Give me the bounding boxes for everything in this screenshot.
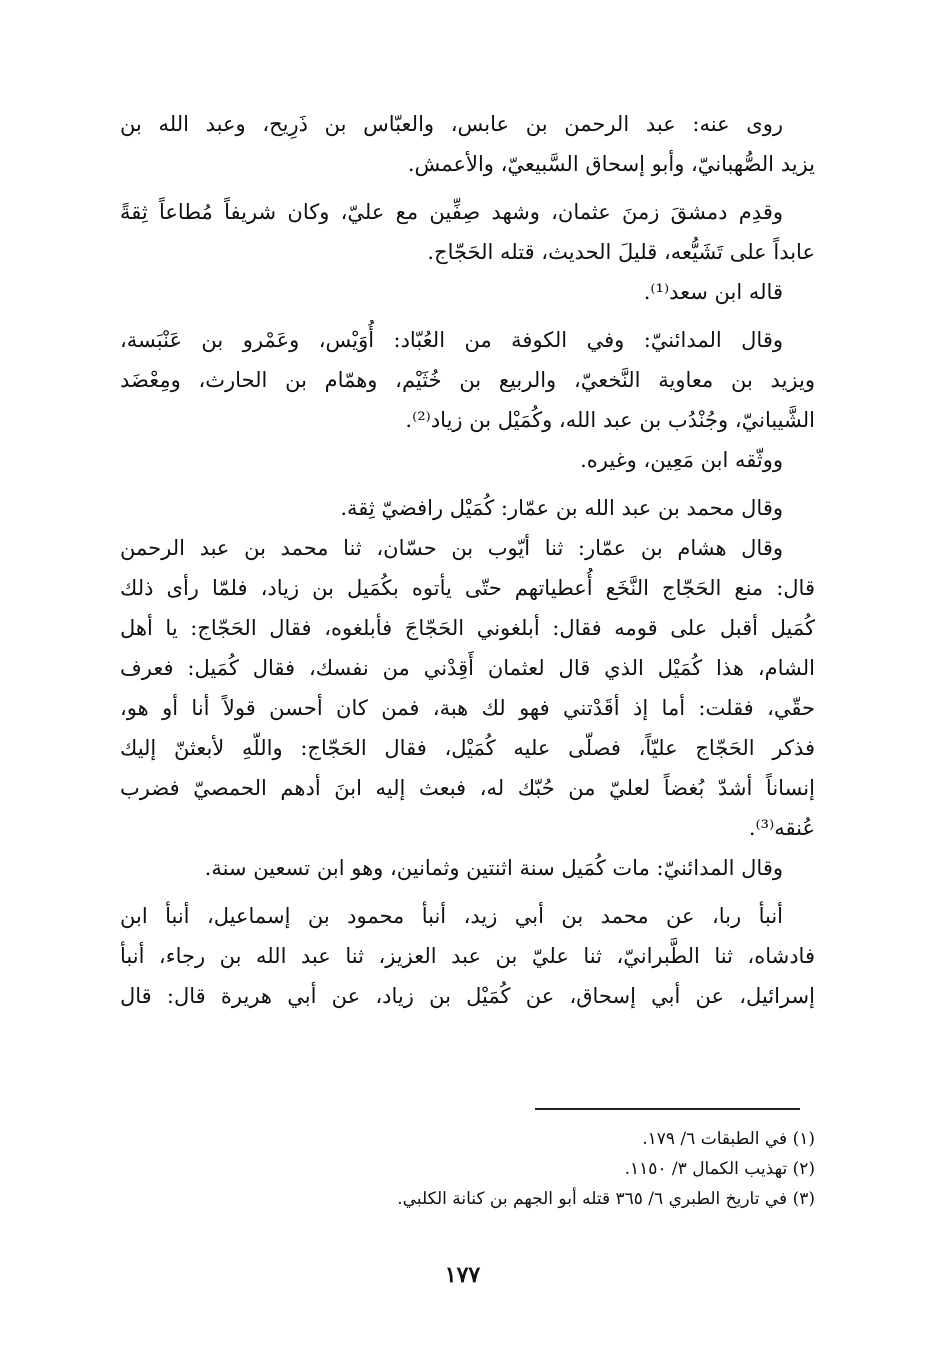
paragraph: [120, 896, 815, 1016]
text-line: قال: منع الحَجّاج النَّخَع أُعطياتهم حتّى يأتوه بكُمَيل بن زياد، فلمّا رأى ذلك: [120, 576, 815, 600]
text-line: ووثّقه ابن مَعِين، وغيره.: [580, 448, 783, 472]
text-line: قاله ابن سعد⁽¹⁾.: [643, 280, 783, 304]
text-line: وقال هشام بن عمّار: ثنا أيّوب بن حسّان، ثنا محمد بن عبد الرحمن: [120, 536, 783, 560]
paragraph: [120, 488, 815, 888]
text-line: ويزيد بن معاوية النَّخعيّ، والربيع بن خُثَيْم، وهمّام بن الحارث، ومِعْضَد: [120, 368, 815, 392]
main-text: [120, 104, 815, 1016]
paragraph-gap: [120, 312, 815, 320]
text-line: عابداً على تَشَيُّعه، قليلَ الحديث، قتله الحَجّاج.: [427, 240, 815, 264]
footnotes: [120, 1124, 815, 1214]
text-line: عُنقه⁽³⁾.: [748, 816, 815, 840]
paragraph-gap: [120, 184, 815, 192]
text-line: وقال المدائنيّ: وفي الكوفة من العُبّاد: أُوَيْس، وعَمْرو بن عَنْبَسة،: [120, 328, 783, 352]
text-line: وقدِم دمشقَ زمنَ عثمان، وشهد صِفِّين مع عليّ، وكان شريفاً مُطاعاً ثِقةً: [120, 200, 783, 224]
text-line: أنبأ ربا، عن محمد بن أبي زيد، أنبأ محمود بن إسماعيل، أنبأ ابن: [120, 904, 783, 928]
footnote: (٢) تهذيب الكمال ٣/ ١١٥٠.: [624, 1159, 815, 1179]
text-line: وقال محمد بن عبد الله بن عمّار: كُمَيْل رافضيّ ثِقة.: [340, 496, 783, 520]
text-line: يزيد الصُّهبانيّ، وأبو إسحاق السَّبيعيّ، والأعمش.: [407, 152, 815, 176]
page-number: ١٧٧: [444, 1262, 481, 1288]
text-line: إسرائيل، عن أبي إسحاق، عن كُمَيْل بن زياد، عن أبي هريرة قال: قال: [120, 984, 815, 1008]
text-line: إنساناً أشدّ بُغضاً لعليّ من حُبّك له، فبعث إليه ابنَ أدهم الحمصيّ فضرب: [120, 776, 815, 800]
paragraph: [120, 320, 815, 480]
paragraph: [120, 104, 815, 184]
footnote: (٣) في تاريخ الطبري ٦/ ٣٦٥ قتله أبو الجهم بن كنانة الكلبي.: [397, 1189, 815, 1209]
paragraph-gap: [120, 888, 815, 896]
text-line: فذكر الحَجّاج عليّاً، فصلّى عليه كُمَيْل، فقال الحَجّاج: واللّهِ لأبعثنّ إليك: [120, 736, 815, 760]
paragraph-gap: [120, 480, 815, 488]
text-line: الشَّيبانيّ، وجُنْدُب بن عبد الله، وكُمَيْل بن زياد⁽²⁾.: [405, 408, 815, 432]
paragraph: [120, 192, 815, 312]
text-line: حقّي، فقلت: أما إذ أقَدْتني فهو لك هبة، فمن كان أحسن قولاً أنا أو هو،: [120, 696, 815, 720]
text-line: الشام، هذا كُمَيْل الذي قال لعثمان أَقِدْني من نفسك، فقال كُمَيل: فعرف: [120, 656, 815, 680]
text-line: وقال المدائنيّ: مات كُمَيل سنة اثنتين وثمانين، وهو ابن تسعين سنة.: [204, 856, 783, 880]
footnote-separator: [535, 1108, 800, 1110]
text-line: كُمَيل أقبل على قومه فقال: أبلغوني الحَجّاجَ فأبلغوه، فقال الحَجّاج: يا أهل: [120, 616, 815, 640]
text-line: روى عنه: عبد الرحمن بن عابس، والعبّاس بن ذَرِيح، وعبد الله بن: [120, 112, 783, 136]
footnote: (١) في الطبقات ٦/ ١٧٩.: [642, 1129, 815, 1149]
text-line: فادشاه، ثنا الطَّبرانيّ، ثنا عليّ بن عبد العزيز، ثنا عبد الله بن رجاء، أنبأ: [120, 944, 815, 968]
